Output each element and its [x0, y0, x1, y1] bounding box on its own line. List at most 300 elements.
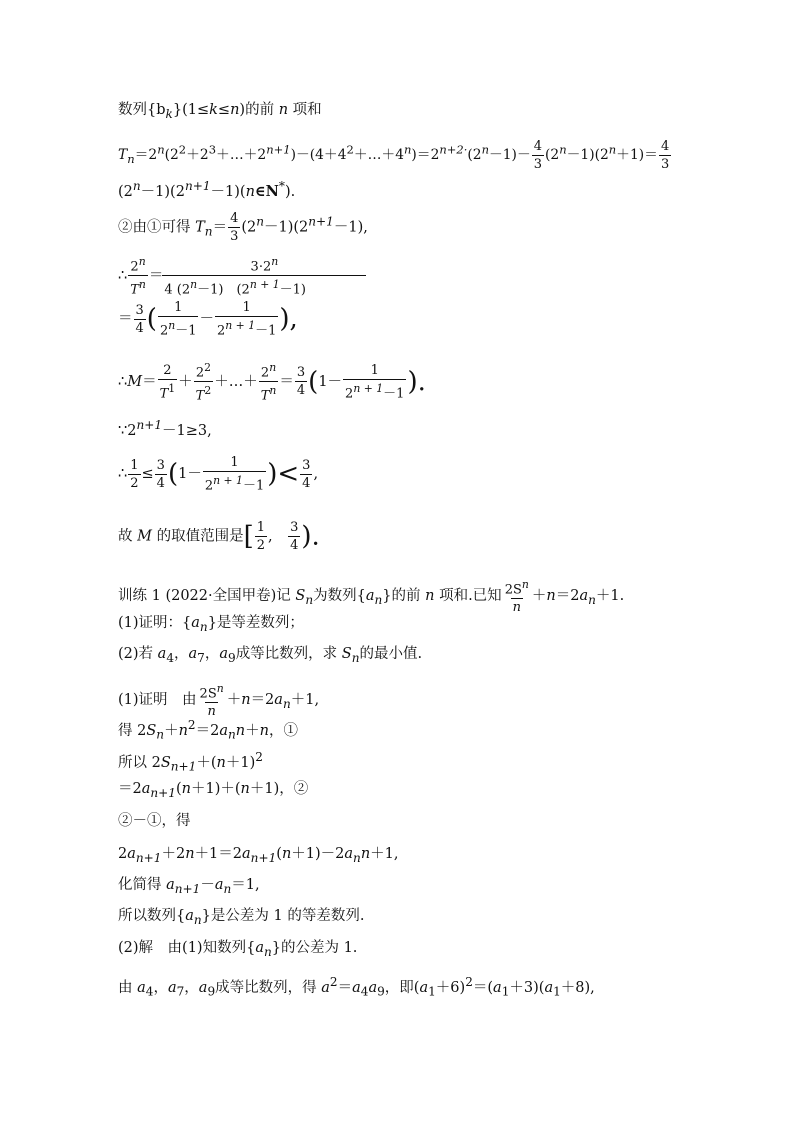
text: 3: [533, 157, 543, 172]
text: a: [166, 877, 175, 893]
text: n: [546, 588, 556, 605]
text: n: [168, 319, 176, 332]
text: n: [193, 912, 202, 927]
text: n: [223, 881, 232, 896]
text: )－(4＋4: [290, 147, 347, 163]
text: (1)证明 由: [118, 692, 197, 709]
fraction: [215, 300, 278, 338]
text: n: [271, 255, 279, 268]
text: 1: [318, 373, 328, 390]
text: 3·2: [250, 259, 272, 275]
text: k: [165, 106, 173, 121]
text: ＋: [178, 373, 193, 390]
line-ratio: [118, 254, 365, 298]
text: n: [282, 697, 291, 712]
text: 2: [216, 323, 226, 339]
text: (: [167, 459, 179, 490]
text: }(1≤: [172, 102, 210, 118]
text: n: [127, 151, 135, 166]
text: )<: [267, 459, 300, 490]
text: ＋6): [435, 979, 466, 996]
text: －: [327, 373, 343, 390]
line-eq2-b: [118, 780, 308, 802]
text: 4: [156, 475, 165, 491]
text: 2: [256, 538, 266, 553]
line-proof-start: [118, 681, 319, 719]
fraction: [343, 363, 406, 401]
text: －1) (2: [197, 282, 250, 298]
text: a: [127, 846, 136, 862]
text: [: [243, 521, 254, 552]
line-tn-formula: [118, 139, 672, 172]
text: 2: [255, 750, 263, 764]
text: a: [255, 940, 264, 956]
line-tn-result: [118, 177, 295, 201]
text: －1≥3,: [162, 422, 212, 439]
text: 项和.已知: [434, 588, 502, 605]
text: n: [207, 704, 216, 720]
text: ＋1)＋(: [191, 781, 241, 797]
text: 9: [207, 984, 216, 999]
text: ＋1)－2: [291, 846, 345, 862]
text: a: [274, 692, 283, 709]
text: ＝(: [472, 979, 494, 996]
fraction: [194, 360, 214, 404]
text: (2)若: [118, 646, 158, 662]
text: n: [235, 722, 246, 739]
text: ∵2: [118, 422, 137, 439]
text: (: [175, 781, 182, 797]
text: n: [178, 722, 188, 739]
text: n: [216, 754, 226, 771]
text: 由: [118, 979, 138, 996]
text: 4: [135, 320, 144, 336]
text: －: [199, 311, 214, 328]
text: －1: [383, 386, 405, 401]
text: *: [278, 179, 285, 193]
text: 2: [195, 365, 205, 381]
text: ,: [268, 528, 288, 545]
text: ＋1)，②: [249, 781, 309, 797]
text: 3: [156, 457, 165, 473]
text: n: [199, 619, 208, 634]
text: 1: [242, 300, 251, 315]
text: n+2·: [439, 142, 468, 157]
text: 所以数列{: [118, 908, 186, 924]
line-range: [118, 520, 320, 553]
line-part2-question: [118, 645, 422, 667]
text: ＝2: [118, 781, 142, 797]
text: 2: [118, 846, 128, 862]
text: n + 1: [213, 474, 243, 487]
line-telescoping: [118, 300, 298, 338]
text: 4: [230, 211, 239, 226]
text: n: [157, 142, 165, 157]
text: －1: [175, 323, 197, 339]
text: n+1: [136, 418, 163, 432]
text: －1)－: [488, 147, 531, 163]
text: 1: [130, 457, 139, 473]
text: 的取值范围是: [151, 528, 244, 545]
text: a: [493, 979, 502, 996]
line-inequality: [118, 455, 318, 493]
fraction: [288, 520, 300, 553]
text: －1: [255, 323, 277, 339]
text: n+1: [266, 142, 291, 157]
text: n: [425, 588, 435, 605]
text: n: [360, 846, 371, 862]
text: n: [240, 781, 250, 797]
text: n: [588, 593, 596, 608]
text: 2: [163, 362, 172, 378]
text: ＝: [337, 979, 353, 996]
text: a: [242, 846, 251, 862]
line-part1-question: [118, 614, 304, 636]
text: －1)(2: [140, 183, 185, 200]
text: 1: [174, 300, 183, 315]
text: ＝2: [134, 147, 158, 163]
text: a: [191, 615, 200, 631]
text: ＋…＋2: [216, 147, 267, 163]
text: n+1: [250, 850, 277, 865]
text: ＋2: [186, 147, 209, 163]
line-eq2-a: [118, 748, 263, 776]
text: 7: [176, 984, 185, 999]
fraction: [128, 458, 140, 491]
text: n: [181, 781, 191, 797]
text: 4: [145, 984, 154, 999]
text: －1): [279, 282, 306, 298]
text: 1: [178, 466, 188, 483]
text: ＋8),: [560, 979, 595, 996]
text: a: [141, 781, 151, 797]
text: ＋(: [196, 754, 217, 771]
line-part2-solution: [118, 939, 357, 961]
text: ＝2: [555, 588, 580, 605]
line-subtract: [118, 812, 191, 830]
text: 1: [428, 984, 436, 999]
text: ＋: [164, 722, 179, 739]
text: 3: [208, 142, 217, 157]
text: ＋: [245, 722, 260, 739]
text: 1: [553, 984, 561, 999]
fraction: [158, 363, 178, 401]
text: 1: [230, 455, 239, 470]
line-simplified: [118, 876, 260, 898]
text: }是等差数列；: [207, 615, 304, 631]
text: }的前: [382, 588, 426, 605]
text: n: [512, 600, 521, 616]
text: a: [219, 722, 228, 739]
text: n: [521, 578, 529, 591]
text: n + 1: [225, 319, 256, 332]
text: n: [230, 102, 240, 118]
fraction: [300, 458, 312, 491]
text: 9: [377, 984, 385, 999]
text: ≤: [141, 466, 154, 483]
text: S: [295, 588, 306, 605]
fraction: [295, 365, 307, 398]
text: n: [351, 650, 360, 665]
text: 项和: [288, 102, 322, 118]
text: 1: [370, 362, 379, 378]
line-sum-m: [118, 360, 426, 404]
text: n: [185, 846, 195, 862]
text: 2: [204, 478, 214, 494]
text: (2)解 由(1)知数列{: [118, 940, 256, 956]
text: 2: [204, 384, 212, 398]
text: ＝: [142, 373, 157, 390]
text: 2: [187, 718, 196, 732]
text: －: [200, 877, 215, 893]
line-exercise-title: [118, 577, 624, 615]
line-eq1: [118, 716, 298, 744]
line-expanded: [118, 845, 399, 867]
fraction: [158, 300, 199, 338]
text: T: [195, 219, 205, 236]
text: k: [209, 102, 218, 118]
text: 2: [130, 475, 139, 491]
text: M: [127, 373, 143, 390]
text: 2: [345, 386, 354, 401]
text: 3: [135, 302, 144, 318]
text: 化简得: [118, 877, 167, 893]
text: n: [263, 944, 272, 959]
text: n: [138, 255, 146, 268]
text: a: [157, 646, 167, 662]
text: ＋1,: [370, 846, 399, 862]
text: 故: [118, 528, 138, 545]
text: ，: [174, 646, 189, 662]
text: (2: [467, 147, 482, 163]
text: n + 1: [353, 381, 384, 395]
text: a: [219, 646, 228, 662]
text: ＋…＋4: [353, 147, 404, 163]
text: n: [259, 722, 269, 739]
text: ).: [407, 366, 426, 397]
text: 3: [230, 229, 239, 244]
text: ，: [153, 979, 168, 996]
text: ②－①，得: [118, 813, 191, 829]
text: 的最小值.: [359, 646, 423, 662]
fraction: [532, 139, 544, 172]
fraction: [228, 211, 240, 244]
text: n: [353, 850, 361, 865]
text: (2: [545, 147, 560, 163]
text: ＝: [212, 219, 228, 236]
fraction: [128, 254, 148, 298]
text: }的公差为 1.: [271, 940, 358, 956]
text: (: [276, 846, 282, 862]
text: n: [278, 102, 289, 118]
text: 成等比数列，求: [235, 646, 342, 662]
text: n+1: [308, 214, 334, 229]
fraction: [503, 577, 531, 615]
fraction: [255, 520, 267, 553]
text: ,: [313, 466, 319, 483]
text: 得 2: [118, 722, 147, 739]
text: 4: [302, 475, 311, 491]
text: n: [204, 224, 213, 239]
text: ＋2: [161, 846, 186, 862]
text: S: [160, 754, 171, 771]
text: 2: [260, 365, 270, 381]
text: －1)(2: [566, 147, 609, 163]
text: n: [216, 682, 224, 695]
text: 所以 2: [118, 754, 161, 771]
text: n: [559, 142, 567, 157]
text: ).: [301, 521, 320, 552]
text: a: [579, 588, 589, 605]
text: 4: [360, 984, 369, 999]
text: a: [365, 588, 375, 605]
line-sum-intro: [118, 101, 322, 123]
text: n: [269, 361, 277, 374]
text: 7: [197, 650, 205, 665]
text: ＝: [279, 373, 294, 390]
fraction: [134, 303, 146, 336]
text: n: [281, 846, 292, 862]
text: 1: [168, 381, 176, 395]
text: 4: [296, 383, 306, 399]
text: ∴: [118, 267, 128, 284]
text: a: [167, 979, 177, 996]
text: (1)证明：{: [118, 615, 192, 631]
text: a: [419, 979, 429, 996]
text: n: [245, 183, 255, 200]
text: ＝: [148, 267, 164, 284]
fraction: [659, 139, 671, 172]
text: ＋1,: [290, 692, 320, 709]
text: ＋: [226, 692, 242, 709]
text: n: [269, 384, 277, 398]
text: a: [188, 646, 198, 662]
text: a: [544, 979, 554, 996]
text: T: [159, 386, 169, 401]
text: ，: [204, 646, 220, 662]
text: ),: [279, 304, 298, 335]
text: n+1: [184, 179, 211, 193]
text: ＝: [118, 311, 133, 328]
text: 4: [533, 139, 543, 154]
line-conclusion1: [118, 907, 364, 929]
text: 2: [130, 259, 139, 275]
text: ＋1): [225, 754, 256, 771]
text: －1)(2: [264, 219, 309, 236]
text: －1)(: [210, 183, 246, 200]
fraction: [198, 681, 226, 719]
text: －1: [242, 478, 265, 494]
text: n+1: [170, 759, 197, 774]
text: }是公差为 1 的等差数列.: [201, 908, 365, 924]
text: a: [185, 908, 194, 924]
text: T: [260, 388, 270, 404]
text: n: [374, 593, 383, 608]
text: －: [187, 466, 202, 483]
text: 3: [296, 365, 306, 381]
text: ＝2: [195, 722, 220, 739]
text: a: [198, 979, 208, 996]
text: T: [118, 147, 128, 163]
text: ②由①可得: [118, 219, 196, 236]
text: ，: [184, 979, 199, 996]
text: 1: [256, 520, 266, 535]
text: 2: [159, 323, 169, 339]
line-bound: [118, 416, 212, 440]
text: ＋…＋: [214, 373, 258, 390]
text: n: [241, 692, 251, 709]
text: n: [256, 214, 265, 229]
fraction: [155, 458, 167, 491]
text: )的前: [239, 102, 279, 118]
fraction: [164, 254, 364, 298]
text: 2: [329, 975, 338, 989]
line-step2: [118, 211, 368, 244]
text: 为数列{: [313, 588, 366, 605]
text: (2: [241, 219, 257, 236]
text: ，①: [268, 722, 298, 739]
text: 4 (2: [164, 282, 191, 298]
text: a: [214, 877, 224, 893]
text: a: [321, 979, 330, 996]
text: (2: [164, 147, 179, 163]
text: 训练 1 (2022·全国甲卷)记: [118, 588, 296, 605]
text: 3: [290, 520, 299, 535]
text: ＋3)(: [509, 979, 545, 996]
line-geometric: [118, 973, 595, 1001]
text: n: [227, 727, 236, 742]
text: n: [190, 278, 198, 292]
text: ＝1,: [231, 877, 260, 893]
text: ∴: [118, 373, 128, 390]
text: 4: [166, 650, 174, 665]
text: S: [341, 646, 352, 662]
text: n + 1: [249, 278, 280, 292]
text: ∴: [118, 466, 128, 483]
text: 4: [290, 538, 299, 553]
fraction: [259, 360, 279, 404]
text: a: [352, 979, 361, 996]
text: －1),: [333, 219, 368, 236]
text: ＝2: [250, 692, 275, 709]
text: )＝2: [411, 147, 440, 163]
text: 2S: [504, 582, 522, 598]
text: ＋1.: [595, 588, 625, 605]
text: a: [344, 846, 354, 862]
text: n: [138, 278, 146, 292]
text: 2S: [199, 686, 217, 702]
text: (: [146, 304, 157, 335]
text: 3: [660, 157, 670, 172]
text: n+1: [174, 881, 201, 896]
text: (2: [118, 183, 133, 200]
text: T: [130, 282, 139, 298]
text: ≤: [217, 102, 231, 118]
text: ＋1)＝: [616, 147, 658, 163]
text: a: [137, 979, 146, 996]
text: S: [146, 722, 157, 739]
text: 2: [204, 361, 212, 374]
text: 3: [302, 457, 311, 473]
text: n: [305, 593, 314, 608]
text: n: [608, 142, 617, 157]
text: M: [137, 528, 152, 545]
text: n: [481, 142, 489, 157]
text: 成等比数列，得: [215, 979, 322, 996]
text: 4: [660, 139, 670, 154]
text: ＋: [531, 588, 547, 605]
text: n: [132, 179, 141, 193]
